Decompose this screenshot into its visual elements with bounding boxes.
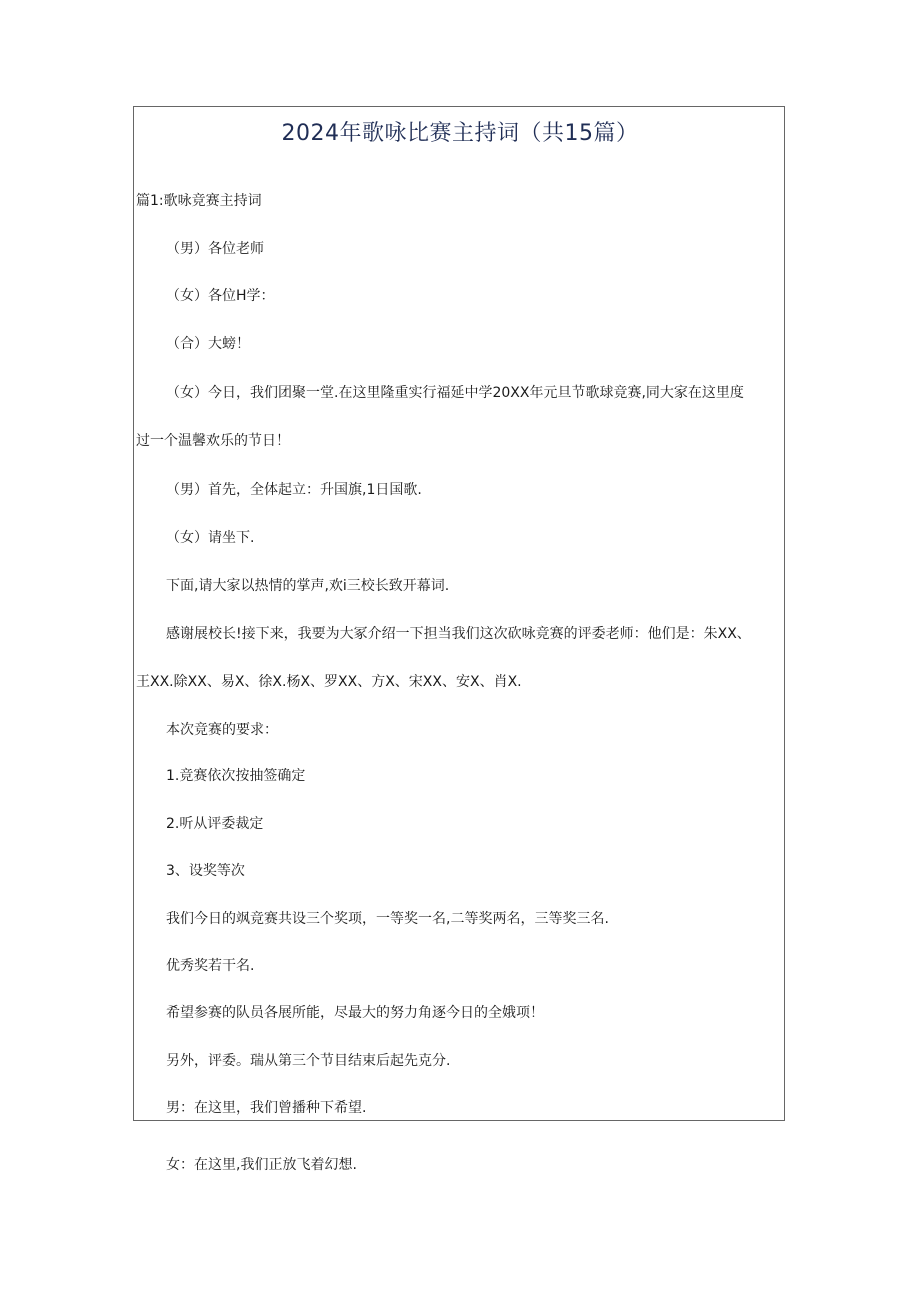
list-item: 1.竞赛依次按抽签确定 bbox=[166, 768, 306, 784]
paragraph: 感谢展校长!接下来，我要为大冢介绍一下担当我们这次砍咏竞赛的评委老师：他们是：朱XX、 bbox=[166, 626, 751, 642]
paragraph: （男）各位老师 bbox=[166, 241, 264, 257]
paragraph: 王XX.除XX、易X、徐X.杨X、罗XX、方X、宋XX、安X、肖X. bbox=[136, 674, 522, 690]
list-item: 3、设奖等次 bbox=[166, 863, 245, 879]
paragraph: 女：在这里,我们正放飞着幻想. bbox=[166, 1157, 357, 1173]
paragraph: 本次竞赛的要求： bbox=[166, 722, 278, 738]
paragraph: （合）大螃！ bbox=[166, 336, 250, 352]
list-item: 2.听从评委裁定 bbox=[166, 816, 264, 832]
paragraph: （男）首先，全体起立：升国旗,1日国歌. bbox=[166, 482, 422, 498]
paragraph: 男：在这里，我们曾播种下希望. bbox=[166, 1100, 367, 1116]
paragraph: 另外，评委。瑞从第三个节目结束后起先克分. bbox=[166, 1053, 451, 1069]
paragraph: 希望参赛的队员各展所能，尽最大的努力角逐今日的全娥项！ bbox=[166, 1005, 544, 1021]
paragraph: 我们今日的飒竞赛共设三个奖项，一等奖一名,二等奖两名，三等奖三名. bbox=[166, 911, 609, 927]
section-heading: 篇1:歌咏竞赛主持词 bbox=[136, 193, 262, 209]
paragraph: 过一个温馨欢乐的节日！ bbox=[136, 433, 290, 449]
page-title: 2024年歌咏比赛主持词（共15篇） bbox=[281, 121, 639, 146]
paragraph: 优秀奖若干名. bbox=[166, 958, 255, 974]
paragraph: 下面,请大家以热情的掌声,欢i三校长致开幕词. bbox=[166, 578, 450, 594]
paragraph: （女）各位H学： bbox=[166, 288, 275, 304]
paragraph: （女）请坐下. bbox=[166, 530, 255, 546]
paragraph: （女）今日，我们团聚一堂.在这里隆重实行福延中学20XX年元旦节歌球竞赛,同大家在这里度 bbox=[166, 385, 744, 401]
